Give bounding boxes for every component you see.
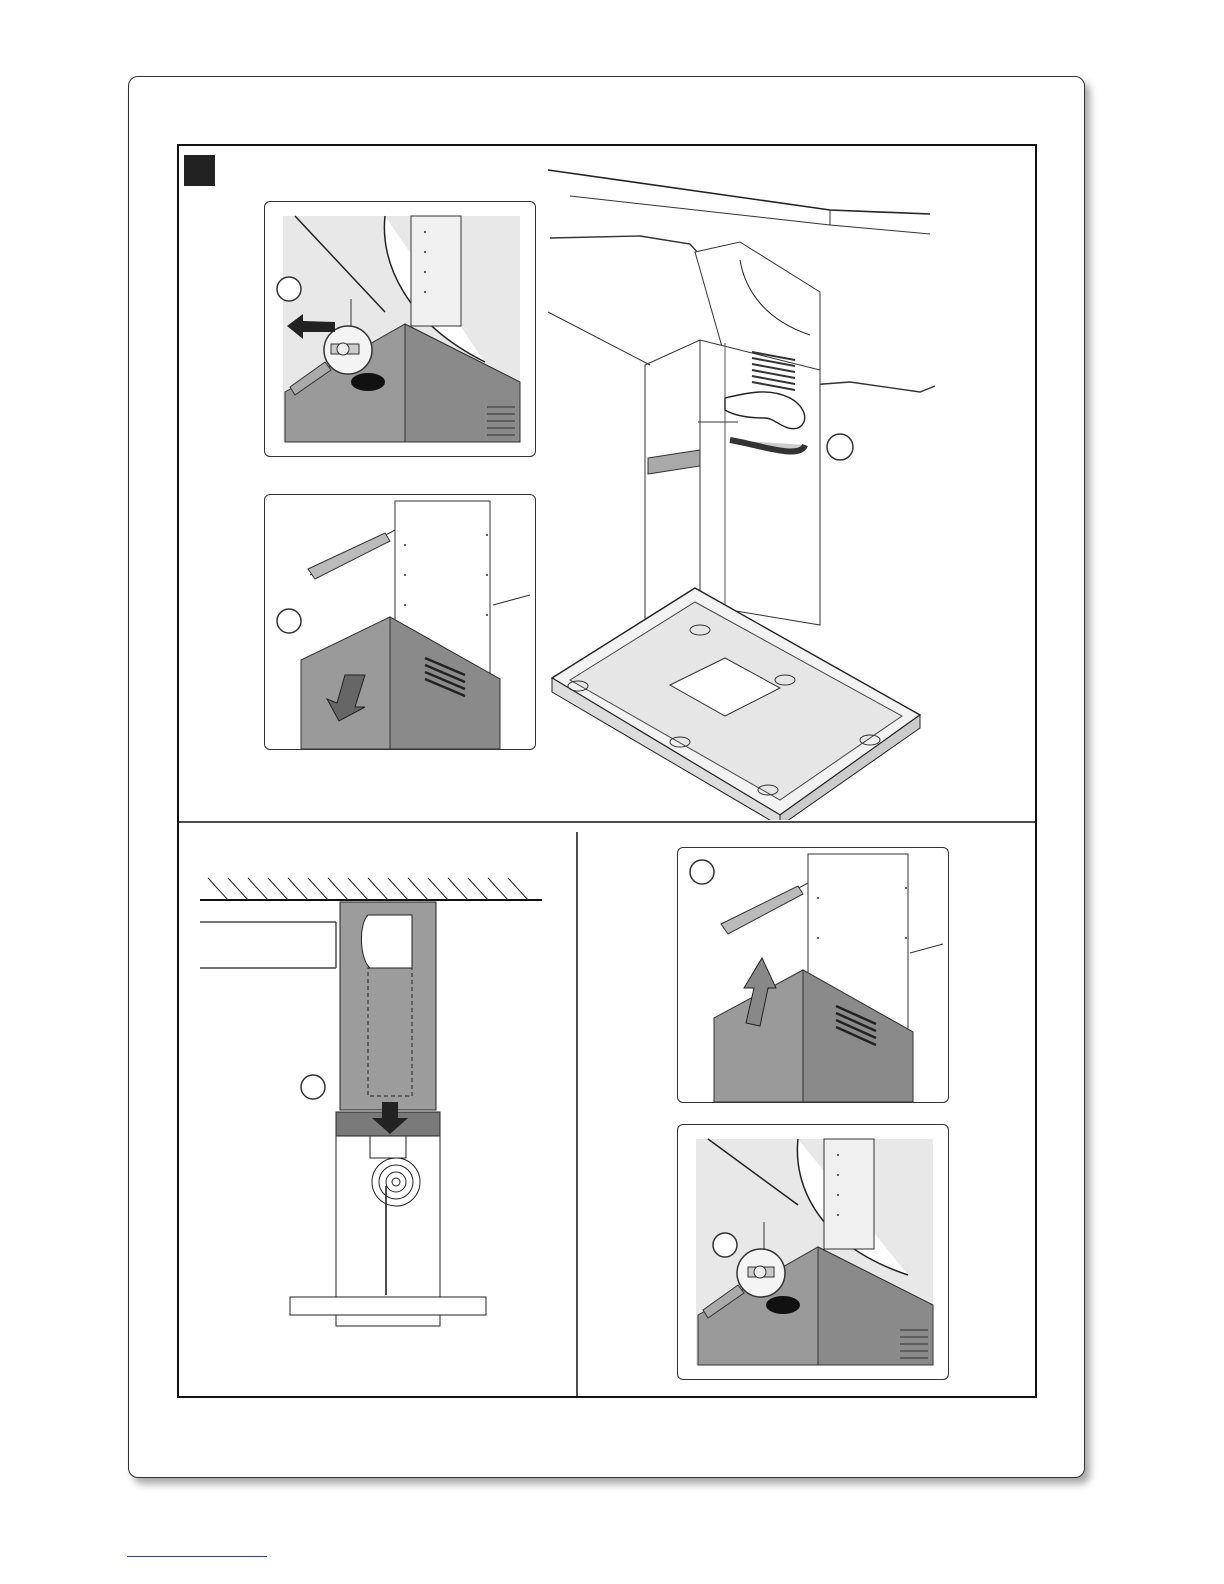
arrow-up-icon <box>678 848 948 1102</box>
screw-icon <box>265 202 535 456</box>
arrow-down-icon <box>200 870 550 1330</box>
side-view-duct <box>200 870 550 1330</box>
overview-hood-chimney <box>540 160 940 820</box>
detail-screw-fixing-panel <box>677 1124 949 1380</box>
footer-link-line[interactable] <box>127 1556 267 1557</box>
detail-chimney-lowering-panel <box>264 494 536 750</box>
arrow-down-icon <box>265 495 535 749</box>
detail-screw-removal-panel <box>264 201 536 457</box>
screw-icon <box>678 1125 948 1379</box>
detail-chimney-raising-panel <box>677 847 949 1103</box>
hand-icon <box>540 160 940 820</box>
step-marker <box>184 155 215 186</box>
